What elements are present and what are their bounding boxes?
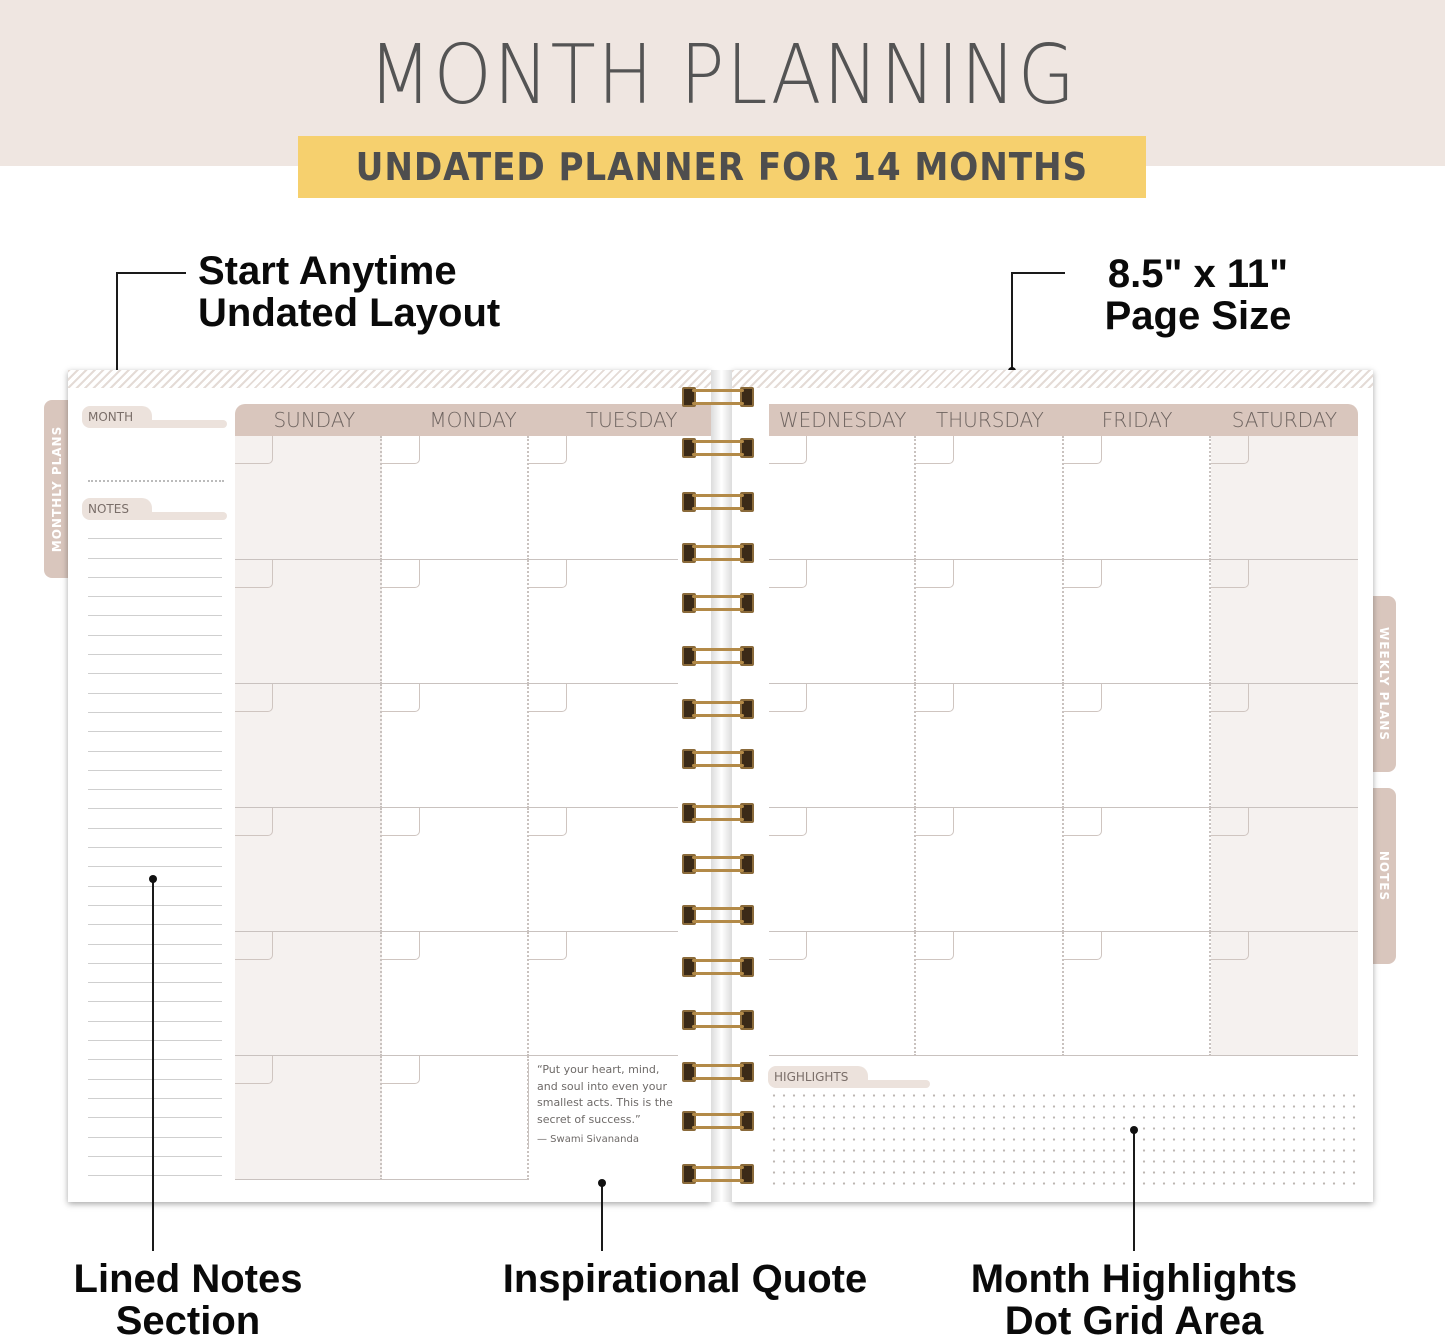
leader-line — [1133, 1130, 1135, 1251]
date-box[interactable] — [769, 808, 807, 836]
leader-line — [601, 1183, 603, 1251]
day-saturday: SATURDAY — [1231, 408, 1338, 432]
day-sunday: SUNDAY — [273, 408, 356, 432]
callout-line: Undated Layout — [198, 291, 501, 335]
page-hatch — [68, 370, 711, 388]
day-cell[interactable] — [235, 932, 382, 1056]
spiral-ring-icon — [682, 1010, 754, 1030]
day-cell[interactable] — [1064, 932, 1211, 1056]
note-line — [88, 1157, 222, 1176]
spiral-ring-icon — [682, 438, 754, 458]
date-box[interactable] — [235, 808, 273, 836]
callout-lined-notes — [60, 1258, 316, 1342]
note-line — [88, 925, 222, 944]
day-cell[interactable] — [529, 560, 678, 684]
callout-line: Lined Notes — [73, 1257, 303, 1301]
leader-dot — [598, 1179, 606, 1187]
callout-line: Page Size — [1104, 294, 1292, 338]
date-box[interactable] — [1064, 684, 1102, 712]
note-line — [88, 1060, 222, 1079]
leader-dot — [1130, 1126, 1138, 1134]
day-cell[interactable] — [382, 436, 529, 560]
day-cell[interactable] — [916, 560, 1063, 684]
day-cell[interactable] — [1064, 436, 1211, 560]
spiral-ring-icon — [682, 1164, 754, 1184]
leader-line — [1011, 272, 1065, 274]
date-box[interactable] — [382, 436, 420, 464]
date-box[interactable] — [1064, 436, 1102, 464]
note-line — [88, 887, 222, 906]
date-box[interactable] — [1064, 560, 1102, 588]
date-box[interactable] — [1211, 932, 1249, 960]
day-cell[interactable] — [235, 808, 382, 932]
date-box[interactable] — [769, 560, 807, 588]
date-box[interactable] — [916, 684, 954, 712]
day-cell[interactable] — [529, 932, 678, 1056]
date-box[interactable] — [769, 932, 807, 960]
lined-notes-area[interactable] — [88, 520, 222, 1176]
note-line — [88, 1099, 222, 1118]
spiral-ring-icon — [682, 593, 754, 613]
tab-weekly-plans[interactable] — [1372, 596, 1396, 772]
note-line — [88, 616, 222, 635]
date-box[interactable] — [1211, 436, 1249, 464]
day-cell[interactable] — [235, 436, 382, 560]
date-box[interactable] — [382, 560, 420, 588]
date-box[interactable] — [916, 808, 954, 836]
calendar-grid-right — [769, 436, 1358, 1056]
date-box[interactable] — [382, 684, 420, 712]
day-cell[interactable] — [1211, 808, 1358, 932]
day-cell[interactable] — [916, 684, 1063, 808]
day-cell[interactable] — [769, 560, 916, 684]
note-line — [88, 983, 222, 1002]
note-line — [88, 1041, 222, 1060]
day-cell[interactable] — [235, 560, 382, 684]
day-cell[interactable] — [529, 684, 678, 808]
leader-line — [1011, 272, 1013, 370]
note-line — [88, 848, 222, 867]
quote-author: — Swami Sivananda — [537, 1134, 639, 1145]
day-cell[interactable] — [916, 436, 1063, 560]
month-write-line[interactable] — [88, 480, 224, 482]
day-cell[interactable] — [1211, 436, 1358, 560]
date-box[interactable] — [916, 932, 954, 960]
quote-text: “Put your heart, mind, and soul into even your smallest acts. This is the secret of success.” — [537, 1063, 673, 1126]
subtitle-banner — [298, 136, 1146, 198]
day-cell[interactable] — [1064, 560, 1211, 684]
spiral-ring-icon — [682, 905, 754, 925]
note-line — [88, 945, 222, 964]
tab-notes[interactable] — [1372, 788, 1396, 964]
day-thursday: THURSDAY — [935, 408, 1044, 432]
date-box[interactable] — [769, 436, 807, 464]
note-line — [88, 732, 222, 751]
day-friday: FRIDAY — [1101, 408, 1173, 432]
leader-dot — [149, 875, 157, 883]
callout-line: Dot Grid Area — [1004, 1299, 1264, 1343]
spiral-ring-icon — [682, 1111, 754, 1131]
note-line — [88, 809, 222, 828]
callout-line: Inspirational Quote — [502, 1257, 868, 1301]
note-line — [88, 1080, 222, 1099]
date-box[interactable] — [235, 436, 273, 464]
note-line — [88, 829, 222, 848]
date-box[interactable] — [235, 684, 273, 712]
note-line — [88, 1118, 222, 1137]
note-line — [88, 713, 222, 732]
day-tuesday: TUESDAY — [585, 408, 678, 432]
tab-label: WEEKLY PLANS — [1377, 627, 1391, 741]
date-box[interactable] — [916, 560, 954, 588]
day-cell[interactable] — [1211, 560, 1358, 684]
spiral-ring-icon — [682, 492, 754, 512]
callout-line: 8.5" x 11" — [1107, 252, 1289, 296]
date-box[interactable] — [529, 932, 567, 960]
leader-line — [116, 272, 186, 274]
spiral-ring-icon — [682, 699, 754, 719]
spiral-ring-icon — [682, 749, 754, 769]
note-line — [88, 520, 222, 539]
day-header-row — [235, 404, 711, 436]
date-box[interactable] — [1211, 684, 1249, 712]
day-cell[interactable] — [769, 436, 916, 560]
left-page — [68, 370, 711, 1202]
day-cell[interactable] — [916, 808, 1063, 932]
note-line — [88, 752, 222, 771]
day-cell[interactable] — [529, 808, 678, 932]
callout-quote — [480, 1258, 890, 1300]
spiral-ring-icon — [682, 957, 754, 977]
note-line — [88, 578, 222, 597]
page-title: MONTH PLANNING — [368, 28, 1077, 123]
spiral-ring-icon — [682, 543, 754, 563]
date-box[interactable] — [529, 560, 567, 588]
callout-start-anytime — [198, 250, 500, 334]
highlights-dot-grid[interactable] — [769, 1090, 1359, 1186]
day-monday: MONDAY — [429, 408, 517, 432]
day-cell[interactable] — [1064, 684, 1211, 808]
note-line — [88, 906, 222, 925]
day-cell[interactable] — [916, 932, 1063, 1056]
date-box[interactable] — [235, 932, 273, 960]
day-cell[interactable] — [1064, 808, 1211, 932]
callout-line: Start Anytime — [198, 249, 457, 293]
note-line — [88, 694, 222, 713]
note-line — [88, 559, 222, 578]
day-cell[interactable] — [382, 560, 529, 684]
note-line — [88, 674, 222, 693]
date-box[interactable] — [235, 560, 273, 588]
month-label: MONTH — [88, 410, 134, 424]
notes-label: NOTES — [88, 502, 129, 516]
callout-highlights — [960, 1258, 1308, 1342]
day-cell[interactable] — [1211, 684, 1358, 808]
date-box[interactable] — [1211, 808, 1249, 836]
note-line — [88, 539, 222, 558]
right-page — [732, 370, 1373, 1202]
date-box[interactable] — [382, 932, 420, 960]
subtitle-text: UNDATED PLANNER FOR 14 MONTHS — [355, 145, 1089, 189]
date-box[interactable] — [529, 436, 567, 464]
note-line — [88, 1022, 222, 1041]
notes-label-tab — [82, 498, 227, 520]
note-line — [88, 1138, 222, 1157]
day-cell[interactable] — [529, 436, 678, 560]
tab-monthly-plans[interactable] — [44, 400, 70, 578]
date-box[interactable] — [382, 808, 420, 836]
day-cell[interactable] — [769, 808, 916, 932]
day-cell[interactable] — [382, 684, 529, 808]
day-cell[interactable] — [769, 684, 916, 808]
day-cell[interactable] — [1211, 932, 1358, 1056]
tab-label: NOTES — [1377, 850, 1391, 902]
date-box[interactable] — [529, 684, 567, 712]
spiral-ring-icon — [682, 803, 754, 823]
day-cell[interactable] — [235, 684, 382, 808]
day-cell[interactable] — [382, 1056, 529, 1180]
note-line — [88, 636, 222, 655]
date-box[interactable] — [382, 1056, 420, 1084]
callout-line: Month Highlights — [970, 1257, 1298, 1301]
note-line — [88, 655, 222, 674]
date-box[interactable] — [1064, 932, 1102, 960]
day-cell[interactable] — [382, 932, 529, 1056]
day-cell[interactable] — [382, 808, 529, 932]
note-line — [88, 597, 222, 616]
month-label-tab — [82, 406, 227, 428]
date-box[interactable] — [529, 808, 567, 836]
spiral-ring-icon — [682, 387, 754, 407]
highlights-label-tab — [768, 1066, 930, 1088]
note-line — [88, 790, 222, 809]
highlights-label: HIGHLIGHTS — [774, 1070, 849, 1084]
date-box[interactable] — [769, 684, 807, 712]
spiral-ring-icon — [682, 1062, 754, 1082]
day-cell[interactable] — [235, 1056, 382, 1180]
date-box[interactable] — [235, 1056, 273, 1084]
note-line — [88, 964, 222, 983]
date-box[interactable] — [916, 436, 954, 464]
day-cell[interactable] — [769, 932, 916, 1056]
tab-label: MONTHLY PLANS — [50, 425, 65, 553]
spiral-ring-icon — [682, 854, 754, 874]
callout-page-size — [1100, 253, 1296, 337]
date-box[interactable] — [1064, 808, 1102, 836]
spiral-ring-icon — [682, 646, 754, 666]
callout-line: Section — [115, 1299, 261, 1343]
note-line — [88, 771, 222, 790]
day-wednesday: WEDNESDAY — [778, 408, 907, 432]
inspirational-quote — [528, 1062, 676, 1149]
page-hatch — [732, 370, 1373, 388]
note-line — [88, 1002, 222, 1021]
day-header-row — [769, 404, 1358, 436]
leader-line — [152, 879, 154, 1251]
date-box[interactable] — [1211, 560, 1249, 588]
